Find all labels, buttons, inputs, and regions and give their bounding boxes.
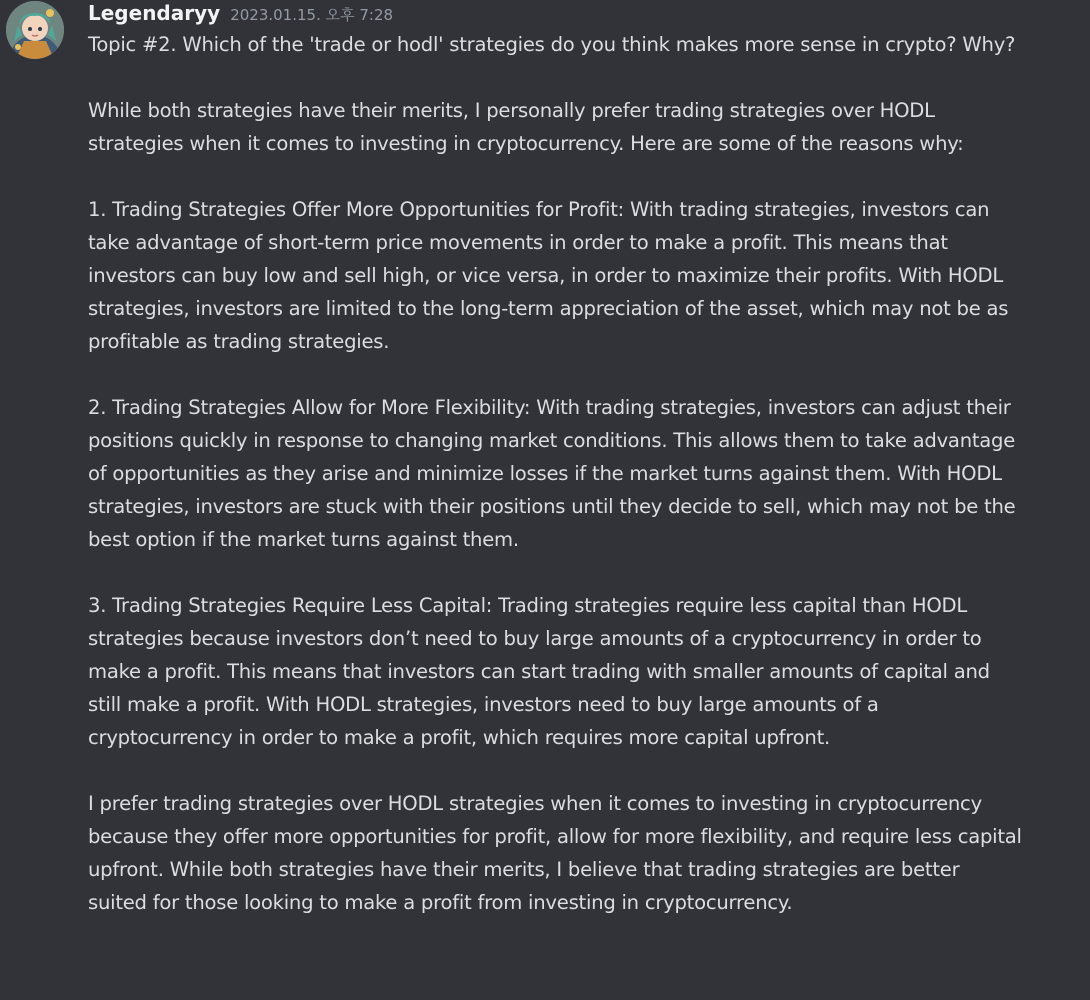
message-paragraph: While both strategies have their merits, I personally prefer trading strategies over HODL strategies when it comes to investing in cryptocurrency. Here are some of the reasons why: [88,99,964,155]
username[interactable]: Legendaryy [88,1,221,25]
timestamp[interactable]: 2023.01.15. 오후 7:28 [230,6,394,24]
message-paragraph: 2. Trading Strategies Allow for More Flexibility: With trading strategies, investors can adjust their positions quickly in response to changing market conditions. This allows them to take advantage of opportunities as they arise and minimize losses if the market turns against them. With HODL strategies, investors are stuck with their positions until they decide to sell, which may not be the best option if the market turns against them. [88,396,1016,551]
message-paragraph: Topic #2. Which of the 'trade or hodl' strategies do you think makes more sense in crypto? Why? [88,33,1016,56]
avatar-image [6,1,64,59]
message-paragraph: 3. Trading Strategies Require Less Capital: Trading strategies require less capital than HODL strategies because investors don’t need to buy large amounts of a cryptocurrency in order to make a profit. This means that investors can start trading with smaller amounts of capital and still make a profit. With HODL strategies, investors need to buy large amounts of a cryptocurrency in order to make a profit, which requires more capital upfront. [88,594,990,749]
message-content [88,28,1023,919]
anime-character-avatar-icon[interactable] [6,1,64,59]
message-paragraph: 1. Trading Strategies Offer More Opportunities for Profit: With trading strategies, investors can take advantage of short-term price movements in order to make a profit. This means that investors can buy low and sell high, or vice versa, in order to maximize their profits. With HODL strategies, investors are limited to the long-term appreciation of the asset, which may not be as profitable as trading strategies. [88,198,1009,353]
message-header [88,0,393,26]
message-paragraph: I prefer trading strategies over HODL strategies when it comes to investing in cryptocurrency because they offer more opportunities for profit, allow for more flexibility, and require less capital upfront. While both strategies have their merits, I believe that trading strategies are better suited for those looking to make a profit from investing in cryptocurrency. [88,792,1022,914]
